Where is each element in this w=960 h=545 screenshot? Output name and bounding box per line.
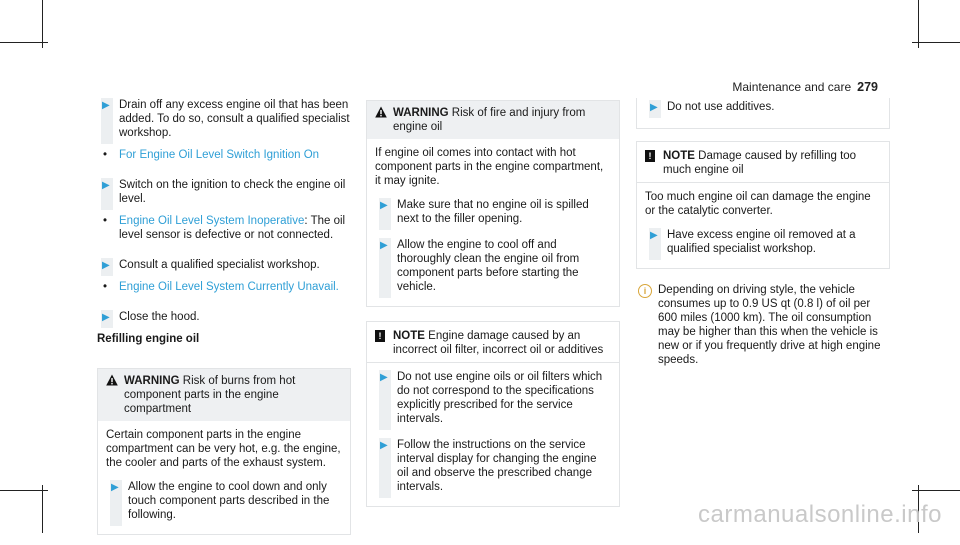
page-header (732, 80, 878, 94)
note-step (645, 228, 881, 256)
arrow-right-icon: ▶ (102, 312, 110, 323)
watermark: carmanualsonline.info (698, 501, 942, 528)
arrow-right-icon: ▶ (650, 230, 658, 241)
warning-header (98, 369, 350, 421)
list-item-text: : The oil level sensor is defective or not connected. (119, 215, 346, 241)
step-text: Follow the instructions on the service interval display for changing the engine oil and observe the prescribed change intervals. (397, 439, 597, 493)
warning-label: WARNING (393, 107, 449, 119)
step-text: Drain off any excess engine oil that has been added. To do so, consult a qualified specialist workshop. (119, 99, 350, 139)
info-text: Depending on driving style, the vehicle consumes up to 0.9 US qt (0.8 l) of oil per 600 miles (1000 km). The oil consumption may be higher than this when the vehicle is new or if you frequently drive at high engine speeds. (658, 284, 881, 366)
link-switch-ignition[interactable]: For Engine Oil Level Switch Ignition On (119, 149, 320, 161)
step-drain-oil (97, 98, 351, 140)
warning-step (106, 480, 342, 522)
note-title: Engine damage caused by an incorrect oil filter, incorrect oil or additives (393, 330, 604, 356)
step-no-additives (645, 100, 881, 114)
step-text: Make sure that no engine oil is spilled next to the filler opening. (397, 199, 589, 225)
note-label: NOTE (663, 150, 695, 162)
list-item (97, 214, 351, 242)
warning-triangle-icon (375, 106, 387, 118)
warning-step (375, 198, 611, 226)
crop-mark (918, 0, 919, 48)
crop-mark (0, 42, 48, 43)
crop-mark (912, 42, 960, 43)
arrow-right-icon: ▶ (380, 440, 388, 451)
note-step (375, 370, 611, 426)
step-text: Have excess engine oil removed at a qualified specialist workshop. (667, 229, 856, 255)
note-body (367, 362, 619, 506)
step-box-additives (636, 98, 890, 129)
step-consult (97, 258, 351, 272)
crop-mark (42, 0, 43, 48)
step-text: Do not use additives. (667, 101, 775, 113)
arrow-right-icon: ▶ (380, 240, 388, 251)
crop-mark (0, 490, 48, 491)
step-text: Allow the engine to cool off and thoroughly clean the engine oil from component parts before starting the vehicle. (397, 239, 580, 293)
subheading-refilling: Refilling engine oil (97, 333, 200, 345)
note-body (637, 182, 889, 268)
warning-text: Certain component parts in the engine compartment can be very hot, e.g. the engine, the cooler and parts of the exhaust system. (106, 429, 341, 469)
section-title: Maintenance and care (732, 80, 852, 94)
warning-box-fire (366, 100, 620, 307)
info-consumption (636, 283, 890, 367)
column-3 (636, 98, 890, 367)
note-step (375, 438, 611, 494)
warning-step (375, 238, 611, 294)
step-text: Close the hood. (119, 311, 200, 323)
arrow-right-icon: ▶ (102, 260, 110, 271)
list-item (97, 280, 351, 294)
arrow-right-icon: ▶ (111, 482, 119, 493)
warning-header (367, 101, 619, 139)
arrow-right-icon: ▶ (102, 100, 110, 111)
note-box-engine-damage (366, 321, 620, 507)
note-header (637, 142, 889, 182)
link-currently-unavail[interactable]: Engine Oil Level System Currently Unavail. (119, 281, 339, 293)
note-title: Damage caused by refilling too much engine oil (663, 150, 857, 176)
step-text: Allow the engine to cool down and only touch component parts described in the following. (128, 481, 330, 521)
note-label: NOTE (393, 330, 425, 342)
bullet-icon: • (103, 215, 108, 227)
column-2 (366, 98, 620, 517)
step-text: Consult a qualified specialist workshop. (119, 259, 320, 271)
step-box-body (637, 98, 889, 128)
step-close-hood (97, 310, 351, 324)
list-item (97, 148, 351, 162)
column-1 (97, 98, 351, 545)
warning-body (98, 421, 350, 534)
note-box-refilling (636, 141, 890, 269)
arrow-right-icon: ▶ (380, 200, 388, 211)
arrow-right-icon: ▶ (380, 372, 388, 383)
bullet-icon: • (103, 149, 108, 161)
step-text: Switch on the ignition to check the engine oil level. (119, 179, 346, 205)
note-exclamation-icon: ! (645, 150, 655, 162)
note-header (367, 322, 619, 362)
crop-mark (42, 485, 43, 533)
link-system-inoperative[interactable]: Engine Oil Level System Inoperative (119, 215, 305, 227)
page-number: 279 (857, 80, 878, 94)
arrow-right-icon: ▶ (102, 180, 110, 191)
warning-body (367, 139, 619, 306)
warning-title: Risk of fire and injury from engine oil (393, 107, 586, 133)
warning-title: Risk of burns from hot component parts in the engine compartment (124, 375, 296, 415)
info-circle-icon: i (638, 284, 652, 298)
note-text: Too much engine oil can damage the engine or the catalytic converter. (645, 191, 871, 217)
warning-label: WARNING (124, 375, 180, 387)
bullet-icon: • (103, 281, 108, 293)
crop-mark (912, 490, 960, 491)
warning-triangle-icon (106, 374, 118, 386)
warning-box-burns (97, 368, 351, 535)
step-text: Do not use engine oils or oil filters which do not correspond to the specifications explicitly prescribed for the service intervals. (397, 371, 603, 425)
note-exclamation-icon: ! (375, 330, 385, 342)
step-switch-ignition (97, 178, 351, 206)
arrow-right-icon: ▶ (650, 102, 658, 113)
warning-text: If engine oil comes into contact with hot component parts in the engine compartment, it may ignite. (375, 147, 604, 187)
